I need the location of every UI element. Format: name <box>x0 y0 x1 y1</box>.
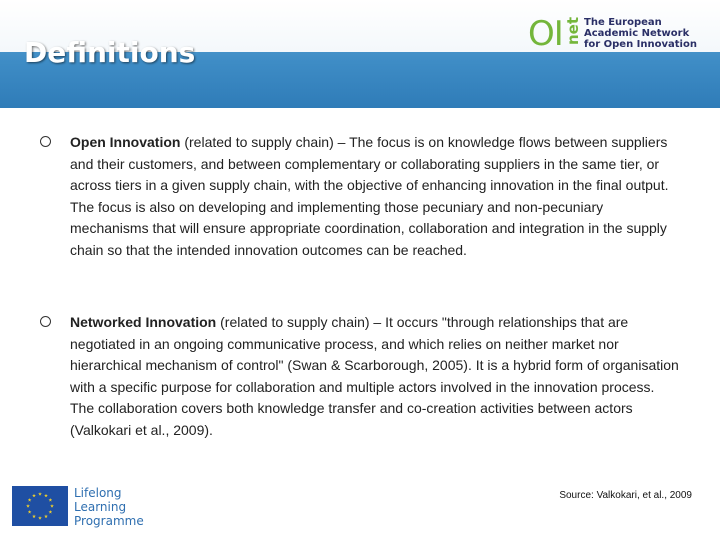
programme-line-1: Lifelong <box>74 486 122 500</box>
logo-line-1: The European <box>584 17 662 28</box>
logo-sub: net <box>564 16 582 45</box>
eu-flag-icon <box>12 486 68 526</box>
logo-line-3: for Open Innovation <box>584 39 697 50</box>
definition-term: Networked Innovation <box>70 314 217 330</box>
programme-line-2: Learning <box>74 500 127 514</box>
definition-text <box>70 312 682 442</box>
bullet-circle-icon <box>40 136 51 147</box>
definition-body: (related to supply chain) – It occurs "through relationships that are negotiated in an ongoing communicative process, and which relies on neither market nor hierarchical mechanism of control" (Swan & Scarborough, 2005). It is a hybrid form of organisation with a specific purpose for collaboration and multiple actors involved in the innovation process. The collaboration covers both knowledge transfer and co-creation activities between actors (Valkokari et al., 2009). <box>70 314 679 438</box>
definition-text <box>70 132 682 262</box>
bullet-circle-icon <box>40 316 51 327</box>
definition-body: (related to supply chain) – The focus is on knowledge flows between suppliers and their customers, and between complementary or collaborating suppliers in the same tier, or across tiers in a given supply chain, with the objective of enhancing innovation in the final output. The focus is also on developing and implementing those pecuniary and non-pecuniary mechanisms that will ensure appropriate coordination, collaboration and integration in the supply chain so that the intended innovation outcomes can be reached. <box>70 134 669 258</box>
eu-star-icon <box>44 494 48 498</box>
eu-star-icon <box>32 494 36 498</box>
page-title: Definitions <box>24 36 196 69</box>
eu-star-icon <box>28 498 32 502</box>
header-bar <box>0 0 720 108</box>
eu-star-icon <box>38 492 42 496</box>
eu-star-icon <box>50 504 54 508</box>
logo-text <box>584 18 720 51</box>
source-citation: Source: Valkokari, et al., 2009 <box>559 490 692 501</box>
programme-label <box>74 486 144 528</box>
logo-mark: OI <box>528 14 563 54</box>
lifelong-learning-logo <box>12 486 152 528</box>
eu-star-icon <box>48 498 52 502</box>
eu-star-icon <box>38 516 42 520</box>
eu-star-icon <box>32 514 36 518</box>
eu-star-icon <box>48 510 52 514</box>
programme-line-3: Programme <box>74 514 144 528</box>
eu-star-icon <box>44 514 48 518</box>
eu-star-icon <box>28 510 32 514</box>
definition-term: Open Innovation <box>70 134 181 150</box>
eu-star-icon <box>26 504 30 508</box>
logo-line-2: Academic Network <box>584 28 690 39</box>
